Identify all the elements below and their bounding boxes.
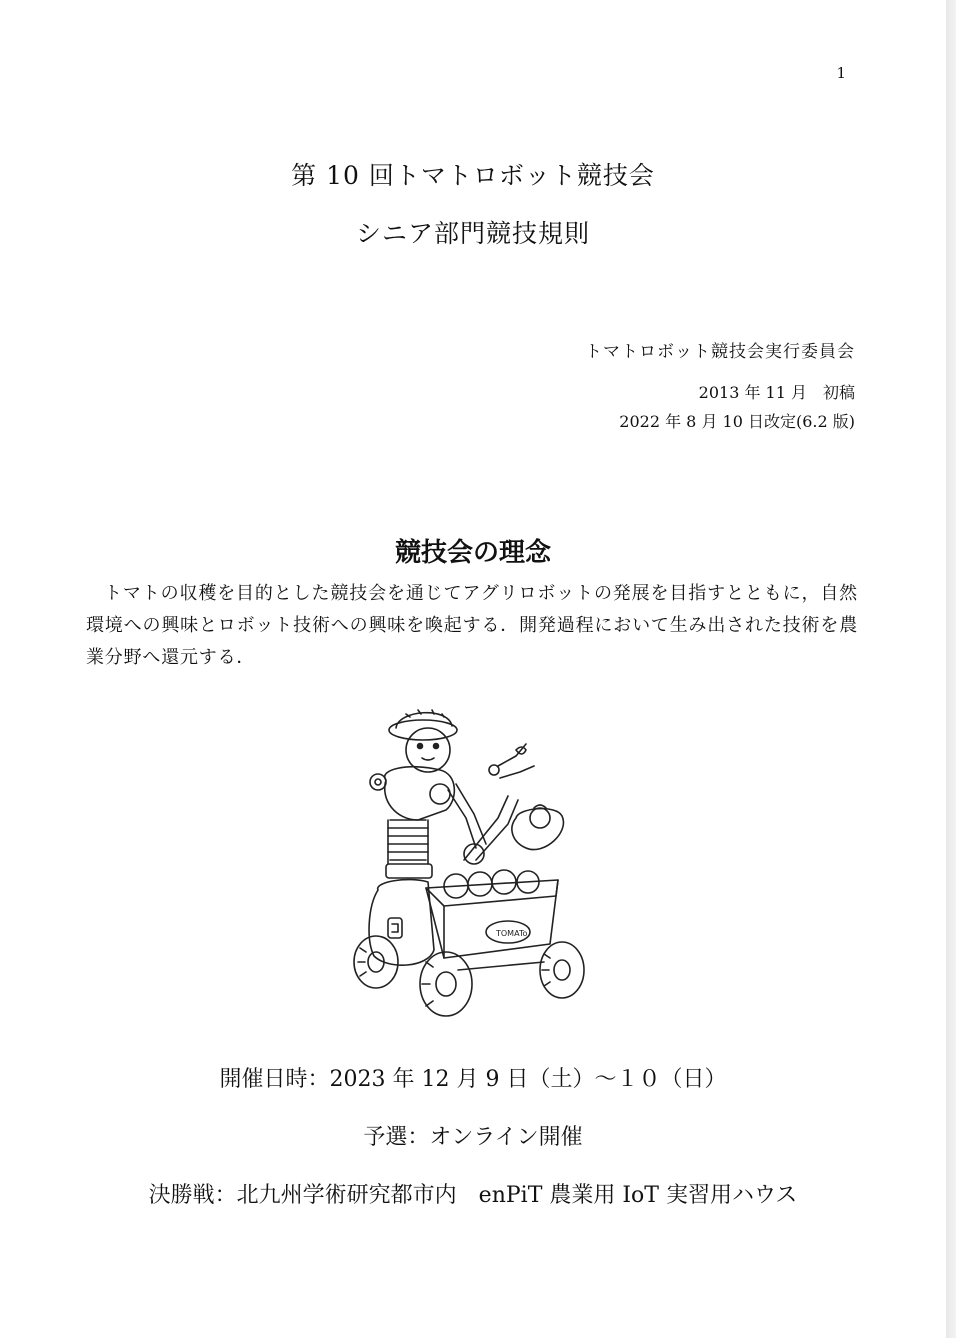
document-subtitle: シニア部門競技規則 <box>355 219 590 248</box>
section-heading: 競技会の理念 <box>394 538 551 568</box>
final-round: 決勝戦：北九州学術研究都市内 enPiT 農業用 IoT 実習用ハウス <box>148 1183 798 1208</box>
event-date: 開催日時：2023 年 12 月 9 日（土）～１０（日） <box>219 1067 727 1092</box>
viewer-gutter <box>946 0 956 1338</box>
crate-label: TOMATo <box>496 929 528 938</box>
preliminary-round: 予選：オンライン開催 <box>363 1125 583 1150</box>
robot-illustration <box>348 700 598 1025</box>
philosophy-paragraph: トマトの収穫を目的とした競技会を通じてアグリロボットの発展を目指すとともに，自然環境への興味とロボット技術への興味を喚起する．開発過程において生み出された技術を農業分野へ還元する． <box>86 583 858 668</box>
page-number: 1 <box>836 64 846 82</box>
organization-name: トマトロボット競技会実行委員会 <box>585 342 855 362</box>
first-draft-date: 2013 年 11 月 初稿 <box>698 383 855 402</box>
document-title: 第 10 回トマトロボット競技会 <box>291 161 655 190</box>
revision-date: 2022 年 8 月 10 日改定(6.2 版) <box>619 412 855 431</box>
